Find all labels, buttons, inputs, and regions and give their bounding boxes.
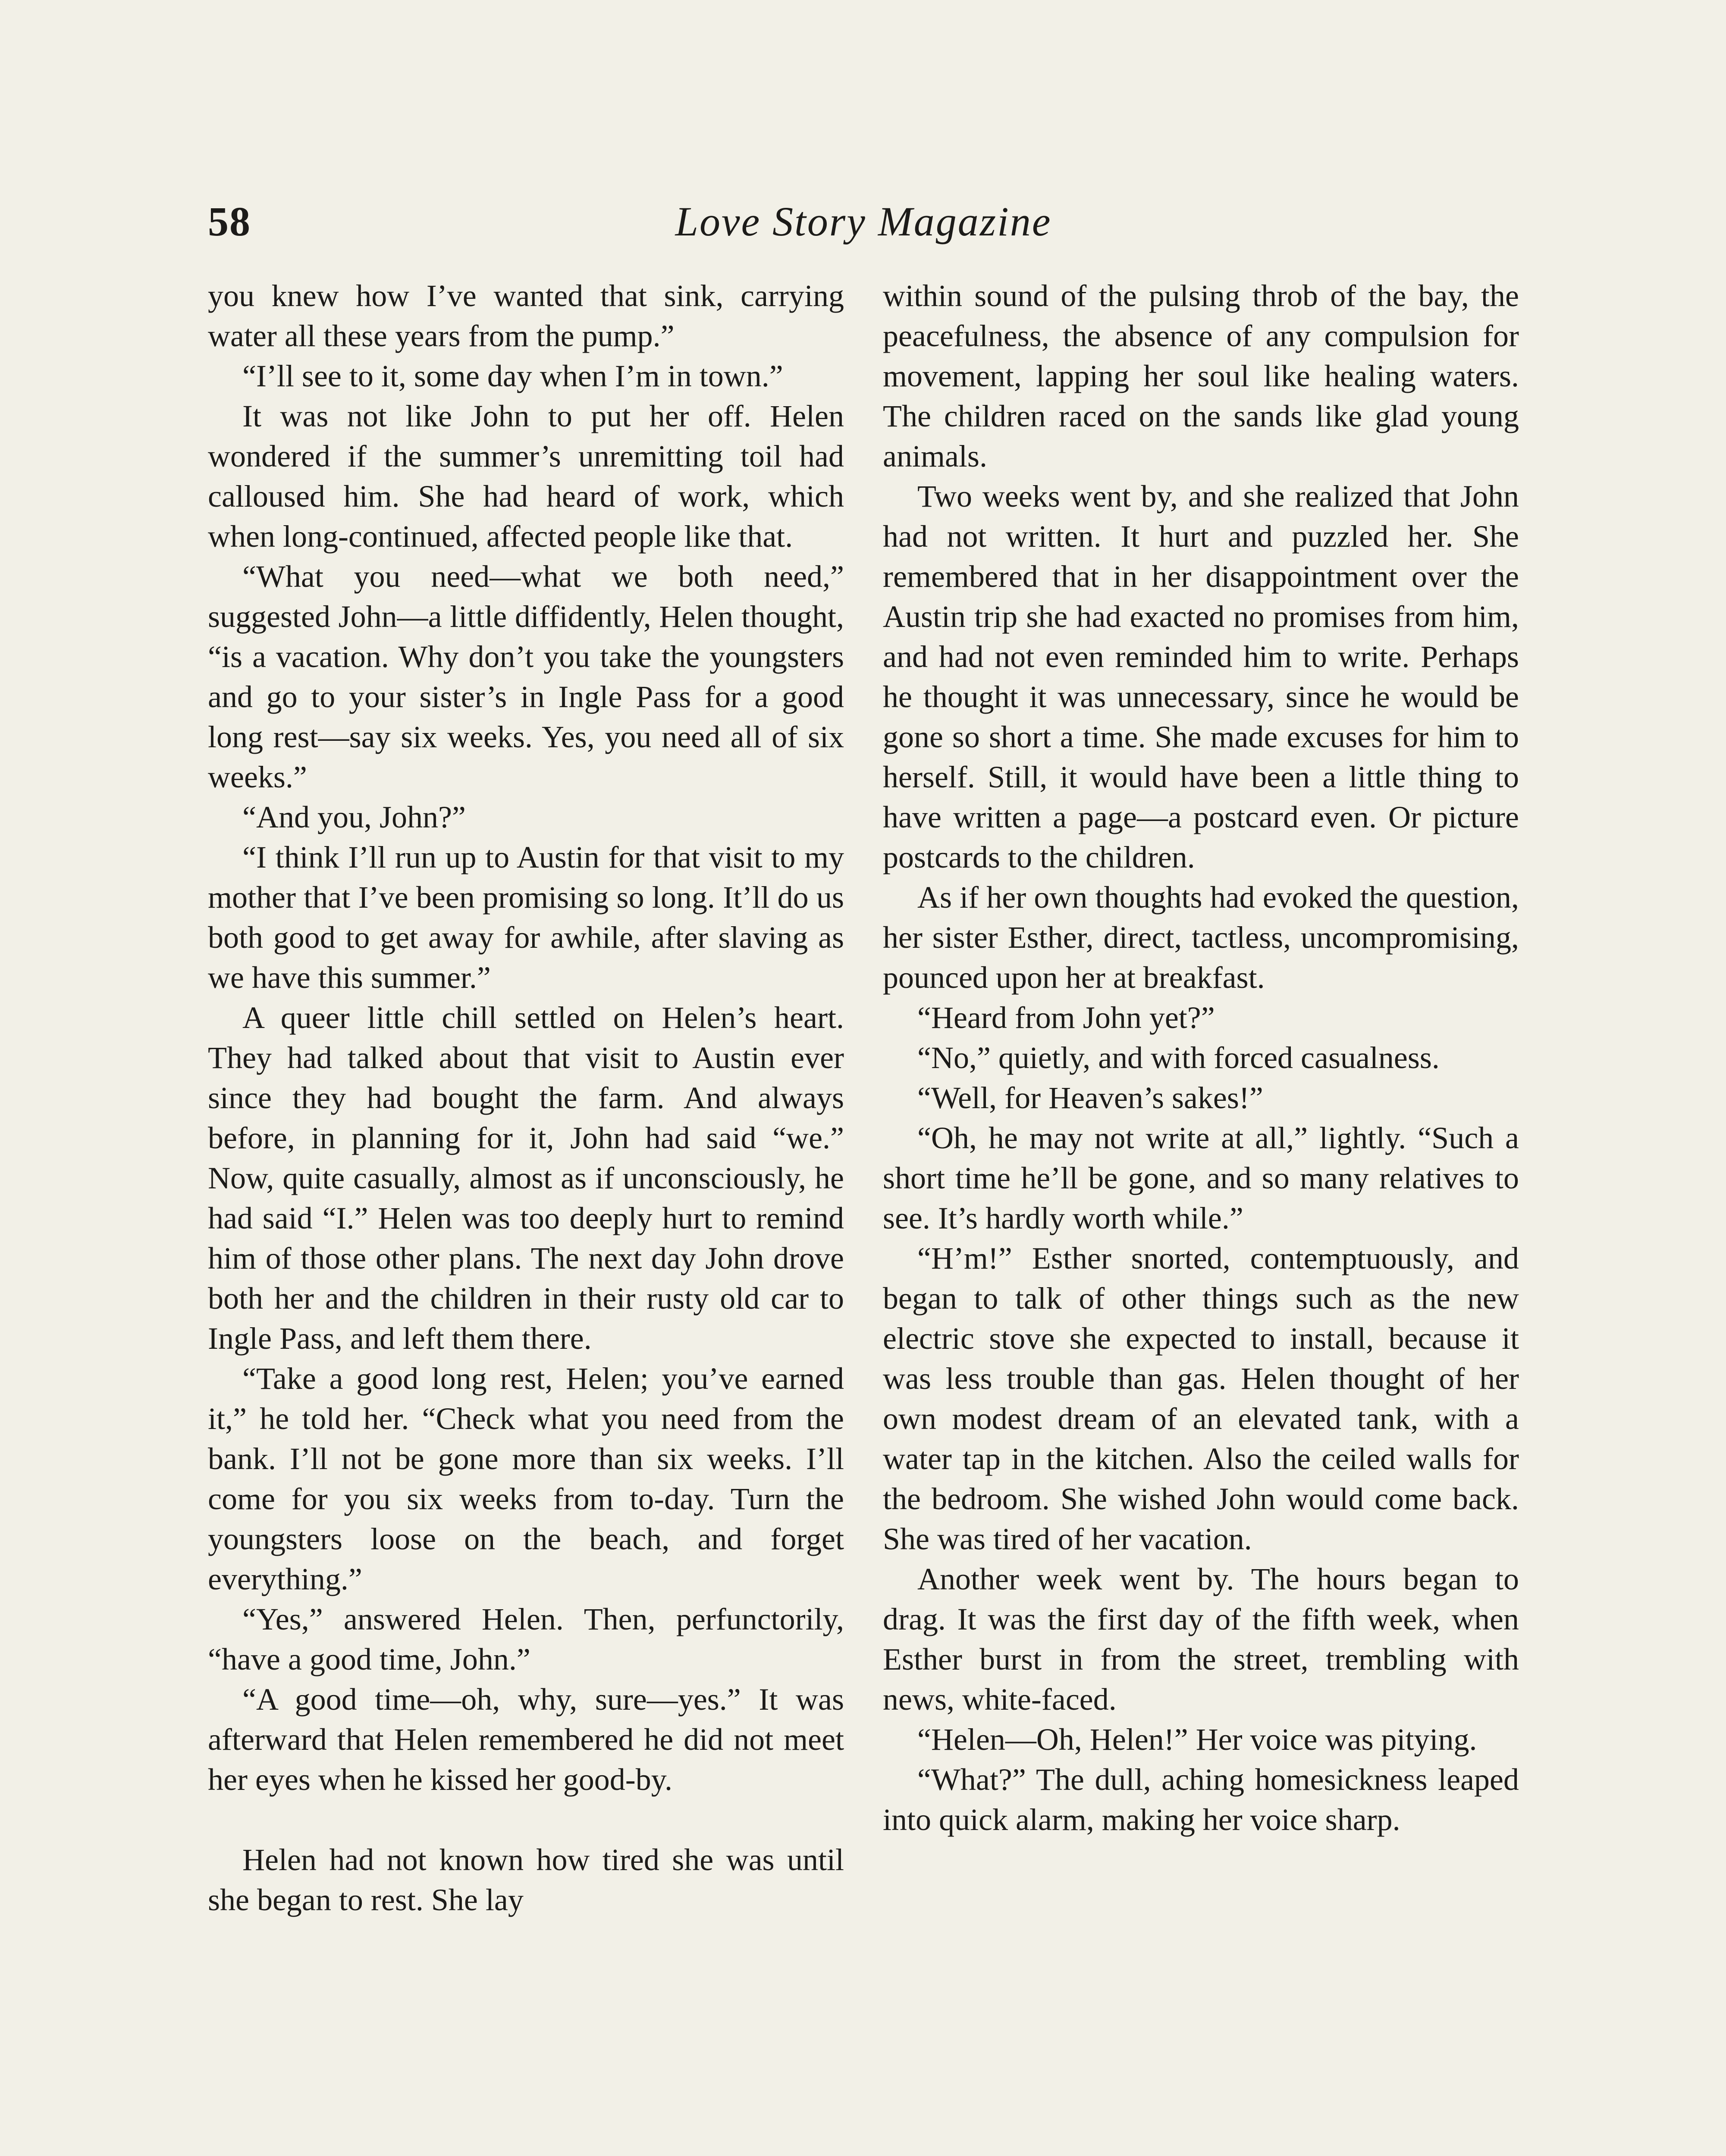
paragraph: “Oh, he may not write at all,” lightly. “Such a short time he’ll be gone, and so many relatives to see. It’s hardly worth while.” — [883, 1121, 1519, 1235]
paragraph: “And you, John?” — [242, 800, 466, 834]
paragraph: you knew how I’ve wanted that sink, carrying water all these years from the pump.” — [208, 279, 844, 353]
paragraph: “Heard from John yet?” — [917, 1000, 1215, 1035]
paragraph: “Take a good long rest, Helen; you’ve earned it,” he told her. “Check what you need from the bank. I’ll not be gone more than six weeks. I’ll come for you six weeks from to-day. Turn the youngsters loose on the beach, and forget everything.” — [208, 1361, 844, 1596]
paragraph: Helen had not known how tired she was until she began to rest. She lay — [208, 1843, 844, 1917]
paragraph: “A good time—oh, why, sure—yes.” It was afterward that Helen remembered he did not meet her eyes when he kissed her good-by. — [208, 1682, 844, 1797]
magazine-title: Love Story Magazine — [675, 198, 1052, 244]
paragraph: “I’ll see to it, some day when I’m in town.” — [242, 359, 783, 393]
paragraph: within sound of the pulsing throb of the bay, the peacefulness, the absence of any compulsion for movement, lapping her soul like healing waters. The children raced on the sands like glad young animals. — [883, 279, 1519, 473]
paragraph: “No,” quietly, and with forced casualness. — [917, 1040, 1440, 1075]
page-number: 58 — [208, 198, 251, 244]
paragraph: “Helen—Oh, Helen!” Her voice was pitying. — [917, 1722, 1477, 1757]
paragraph: Two weeks went by, and she realized that John had not written. It hurt and puzzled her. She remembered that in her disappointment over the Austin trip she had exacted no promises from him, and had not even reminded him to write. Perhaps he thought it was unnecessary, since he would be gone so short a time. She made excuses for him to herself. Still, it would have been a little thing to have written a page—a postcard even. Or picture postcards to the children. — [883, 479, 1519, 874]
paragraph: Another week went by. The hours began to drag. It was the first day of the fifth week, when Esther burst in from the street, trembling with news, white-faced. — [883, 1562, 1519, 1717]
page-header — [208, 189, 1519, 275]
paragraph: “I think I’ll run up to Austin for that visit to my mother that I’ve been promising so long. It’ll do us both good to get away for awhile, after slaving as we have this summer.” — [208, 840, 844, 995]
paragraph: “Yes,” answered Helen. Then, perfunctorily, “have a good time, John.” — [208, 1602, 844, 1677]
left-column — [208, 276, 844, 1920]
paragraph: “What you need—what we both need,” suggested John—a little diffidently, Helen thought, “is a vacation. Why don’t you take the youngsters and go to your sister’s in Ingle Pass for a good long rest—say six weeks. Yes, you need all of six weeks.” — [208, 559, 844, 794]
paragraph: A queer little chill settled on Helen’s heart. They had talked about that visit to Austin ever since they had bought the farm. And always before, in planning for it, John had said “we.” Now, quite casually, almost as if unconsciously, he had said “I.” Helen was too deeply hurt to remind him of those other plans. The next day John drove both her and the children in their rusty old car to Ingle Pass, and left them there. — [208, 1000, 844, 1356]
paragraph: “What?” The dull, aching homesickness leaped into quick alarm, making her voice sharp. — [883, 1762, 1519, 1837]
paragraph: It was not like John to put her off. Helen wondered if the summer’s unremitting toil had calloused him. She had heard of work, which when long-continued, affected people like that. — [208, 399, 844, 554]
paragraph: “H’m!” Esther snorted, contemptuously, and began to talk of other things such as the new electric stove she expected to install, because it was less trouble than gas. Helen thought of her own modest dream of an elevated tank, with a water tap in the kitchen. Also the ceiled walls for the bedroom. She wished John would come back. She was tired of her vacation. — [883, 1241, 1519, 1556]
section-break — [208, 1800, 844, 1840]
right-column — [883, 276, 1519, 1840]
paragraph: As if her own thoughts had evoked the question, her sister Esther, direct, tactless, uncompromising, pounced upon her at breakfast. — [883, 880, 1519, 995]
paragraph: “Well, for Heaven’s sakes!” — [917, 1081, 1263, 1115]
